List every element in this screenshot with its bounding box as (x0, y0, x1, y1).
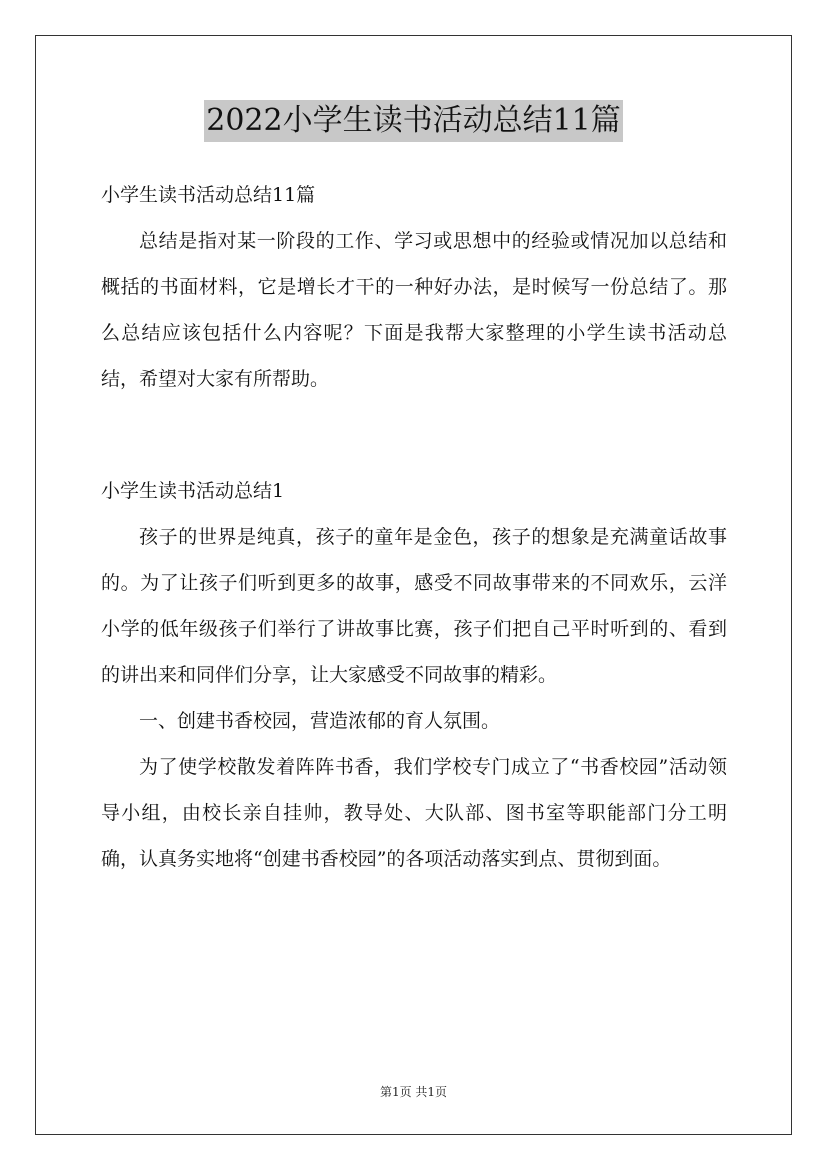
section-spacer (101, 402, 727, 468)
document-title: 2022小学生读书活动总结11篇 (204, 100, 623, 142)
paragraph: 为了使学校散发着阵阵书香，我们学校专门成立了“书香校园”活动领导小组，由校长亲自挂帅，教导处、大队部、图书室等职能部门分工明确，认真务实地将“创建书香校园”的各项活动落实到点、贯彻到面。 (101, 756, 727, 870)
title-container (0, 100, 827, 142)
section-heading: 小学生读书活动总结11篇 (101, 184, 316, 206)
paragraph: 总结是指对某一阶段的工作、学习或思想中的经验或情况加以总结和概括的书面材料，它是增长才干的一种好办法，是时候写一份总结了。那么总结应该包括什么内容呢？下面是我帮大家整理的小学生读书活动总结，希望对大家有所帮助。 (101, 230, 727, 390)
paragraph: 孩子的世界是纯真，孩子的童年是金色，孩子的想象是充满童话故事的。为了让孩子们听到更多的故事，感受不同故事带来的不同欢乐，云洋小学的低年级孩子们举行了讲故事比赛，孩子们把自己平时听到的、看到的讲出来和同伴们分享，让大家感受不同故事的精彩。 (101, 526, 727, 686)
paragraph: 一、创建书香校园，营造浓郁的育人氛围。 (139, 710, 501, 732)
document-body (101, 172, 727, 882)
section-heading: 小学生读书活动总结1 (101, 480, 285, 502)
page-footer: 第1页 共1页 (379, 1085, 448, 1099)
